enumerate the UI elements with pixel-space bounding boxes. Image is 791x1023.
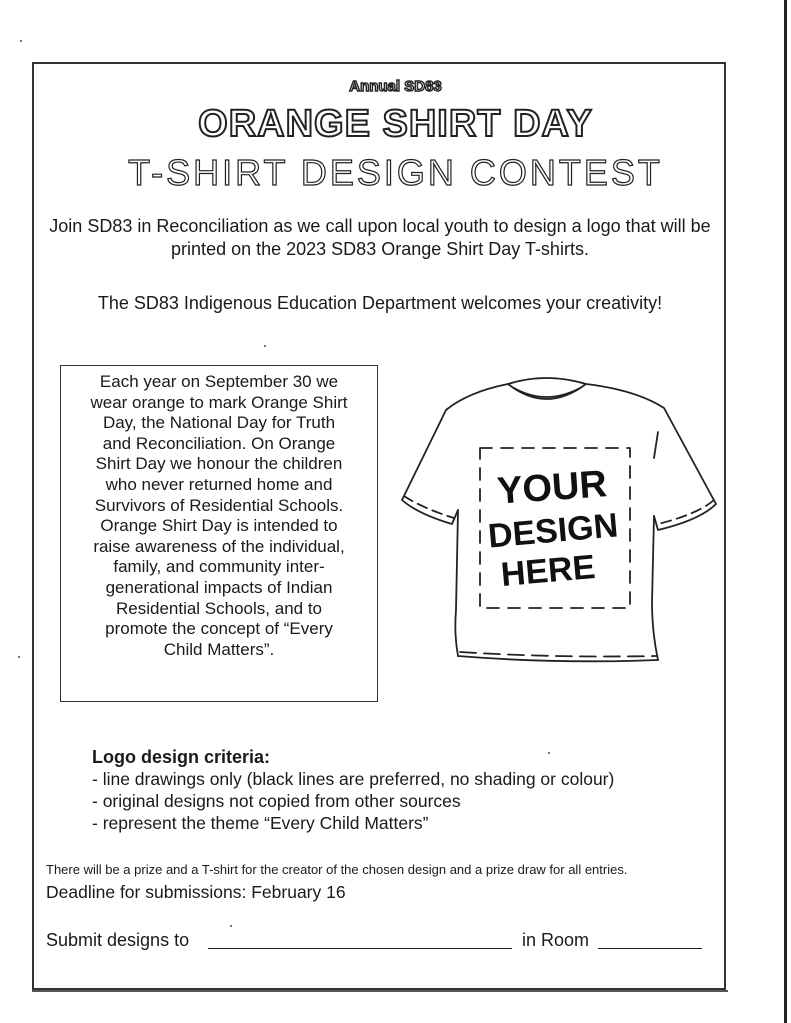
story-line: generational impacts of Indian bbox=[105, 577, 333, 597]
criteria-item: - line drawings only (black lines are preferred, no shading or colour) bbox=[92, 769, 615, 789]
page-subtitle: T-SHIRT DESIGN CONTEST bbox=[128, 152, 663, 193]
story-box bbox=[60, 365, 378, 702]
story-line: Orange Shirt Day is intended to bbox=[100, 516, 338, 536]
submit-row bbox=[46, 930, 716, 954]
story-line: Shirt Day we honour the children bbox=[95, 454, 343, 474]
story-line: raise awareness of the individual, bbox=[93, 536, 345, 556]
prize-note: There will be a prize and a T-shirt for the creator of the chosen design and a prize draw for all entries. bbox=[46, 862, 628, 877]
scan-speck bbox=[20, 40, 22, 42]
deadline-text: Deadline for submissions: February 16 bbox=[46, 882, 346, 902]
story-line: wear orange to mark Orange Shirt bbox=[90, 392, 348, 412]
criteria-item: - original designs not copied from other sources bbox=[92, 791, 461, 811]
kicker-text: Annual SD83 bbox=[349, 78, 442, 95]
story-line: who never returned home and bbox=[105, 474, 333, 494]
story-line: Survivors of Residential Schools. bbox=[94, 495, 344, 515]
intro-paragraph: Join SD83 in Reconciliation as we call upon local youth to design a logo that will be printed on the 2023 SD83 Orange Shirt Day T-shirts. bbox=[49, 216, 711, 259]
page-title: ORANGE SHIRT DAY bbox=[198, 103, 593, 145]
scan-speck bbox=[264, 345, 266, 347]
shirt-text-design: DESIGN bbox=[486, 506, 620, 556]
shirt-text-your: YOUR bbox=[495, 463, 609, 513]
scan-speck bbox=[230, 925, 232, 927]
story-line: family, and community inter- bbox=[113, 557, 325, 577]
criteria-section bbox=[92, 746, 614, 834]
story-line: promote the concept of “Every bbox=[105, 619, 333, 639]
welcome-line: The SD83 Indigenous Education Department welcomes your creativity! bbox=[97, 293, 663, 313]
criteria-item: - represent the theme “Every Child Matters” bbox=[92, 813, 429, 833]
story-line: Child Matters”. bbox=[163, 639, 275, 659]
story-line: Each year on September 30 we bbox=[99, 372, 339, 391]
scan-speck bbox=[548, 752, 550, 754]
scan-speck bbox=[18, 656, 20, 658]
room-label: in Room bbox=[522, 930, 590, 950]
submit-label: Submit designs to bbox=[46, 930, 190, 950]
tshirt-icon bbox=[396, 362, 726, 682]
room-number-blank[interactable] bbox=[598, 948, 702, 949]
criteria-heading: Logo design criteria: bbox=[92, 747, 271, 767]
submit-name-blank[interactable] bbox=[208, 948, 512, 949]
story-line: and Reconciliation. On Orange bbox=[102, 433, 336, 453]
story-line: Residential Schools, and to bbox=[115, 598, 323, 618]
frame-shadow bbox=[32, 990, 728, 992]
shirt-text-here: HERE bbox=[499, 547, 597, 595]
story-line: Day, the National Day for Truth bbox=[102, 413, 336, 433]
